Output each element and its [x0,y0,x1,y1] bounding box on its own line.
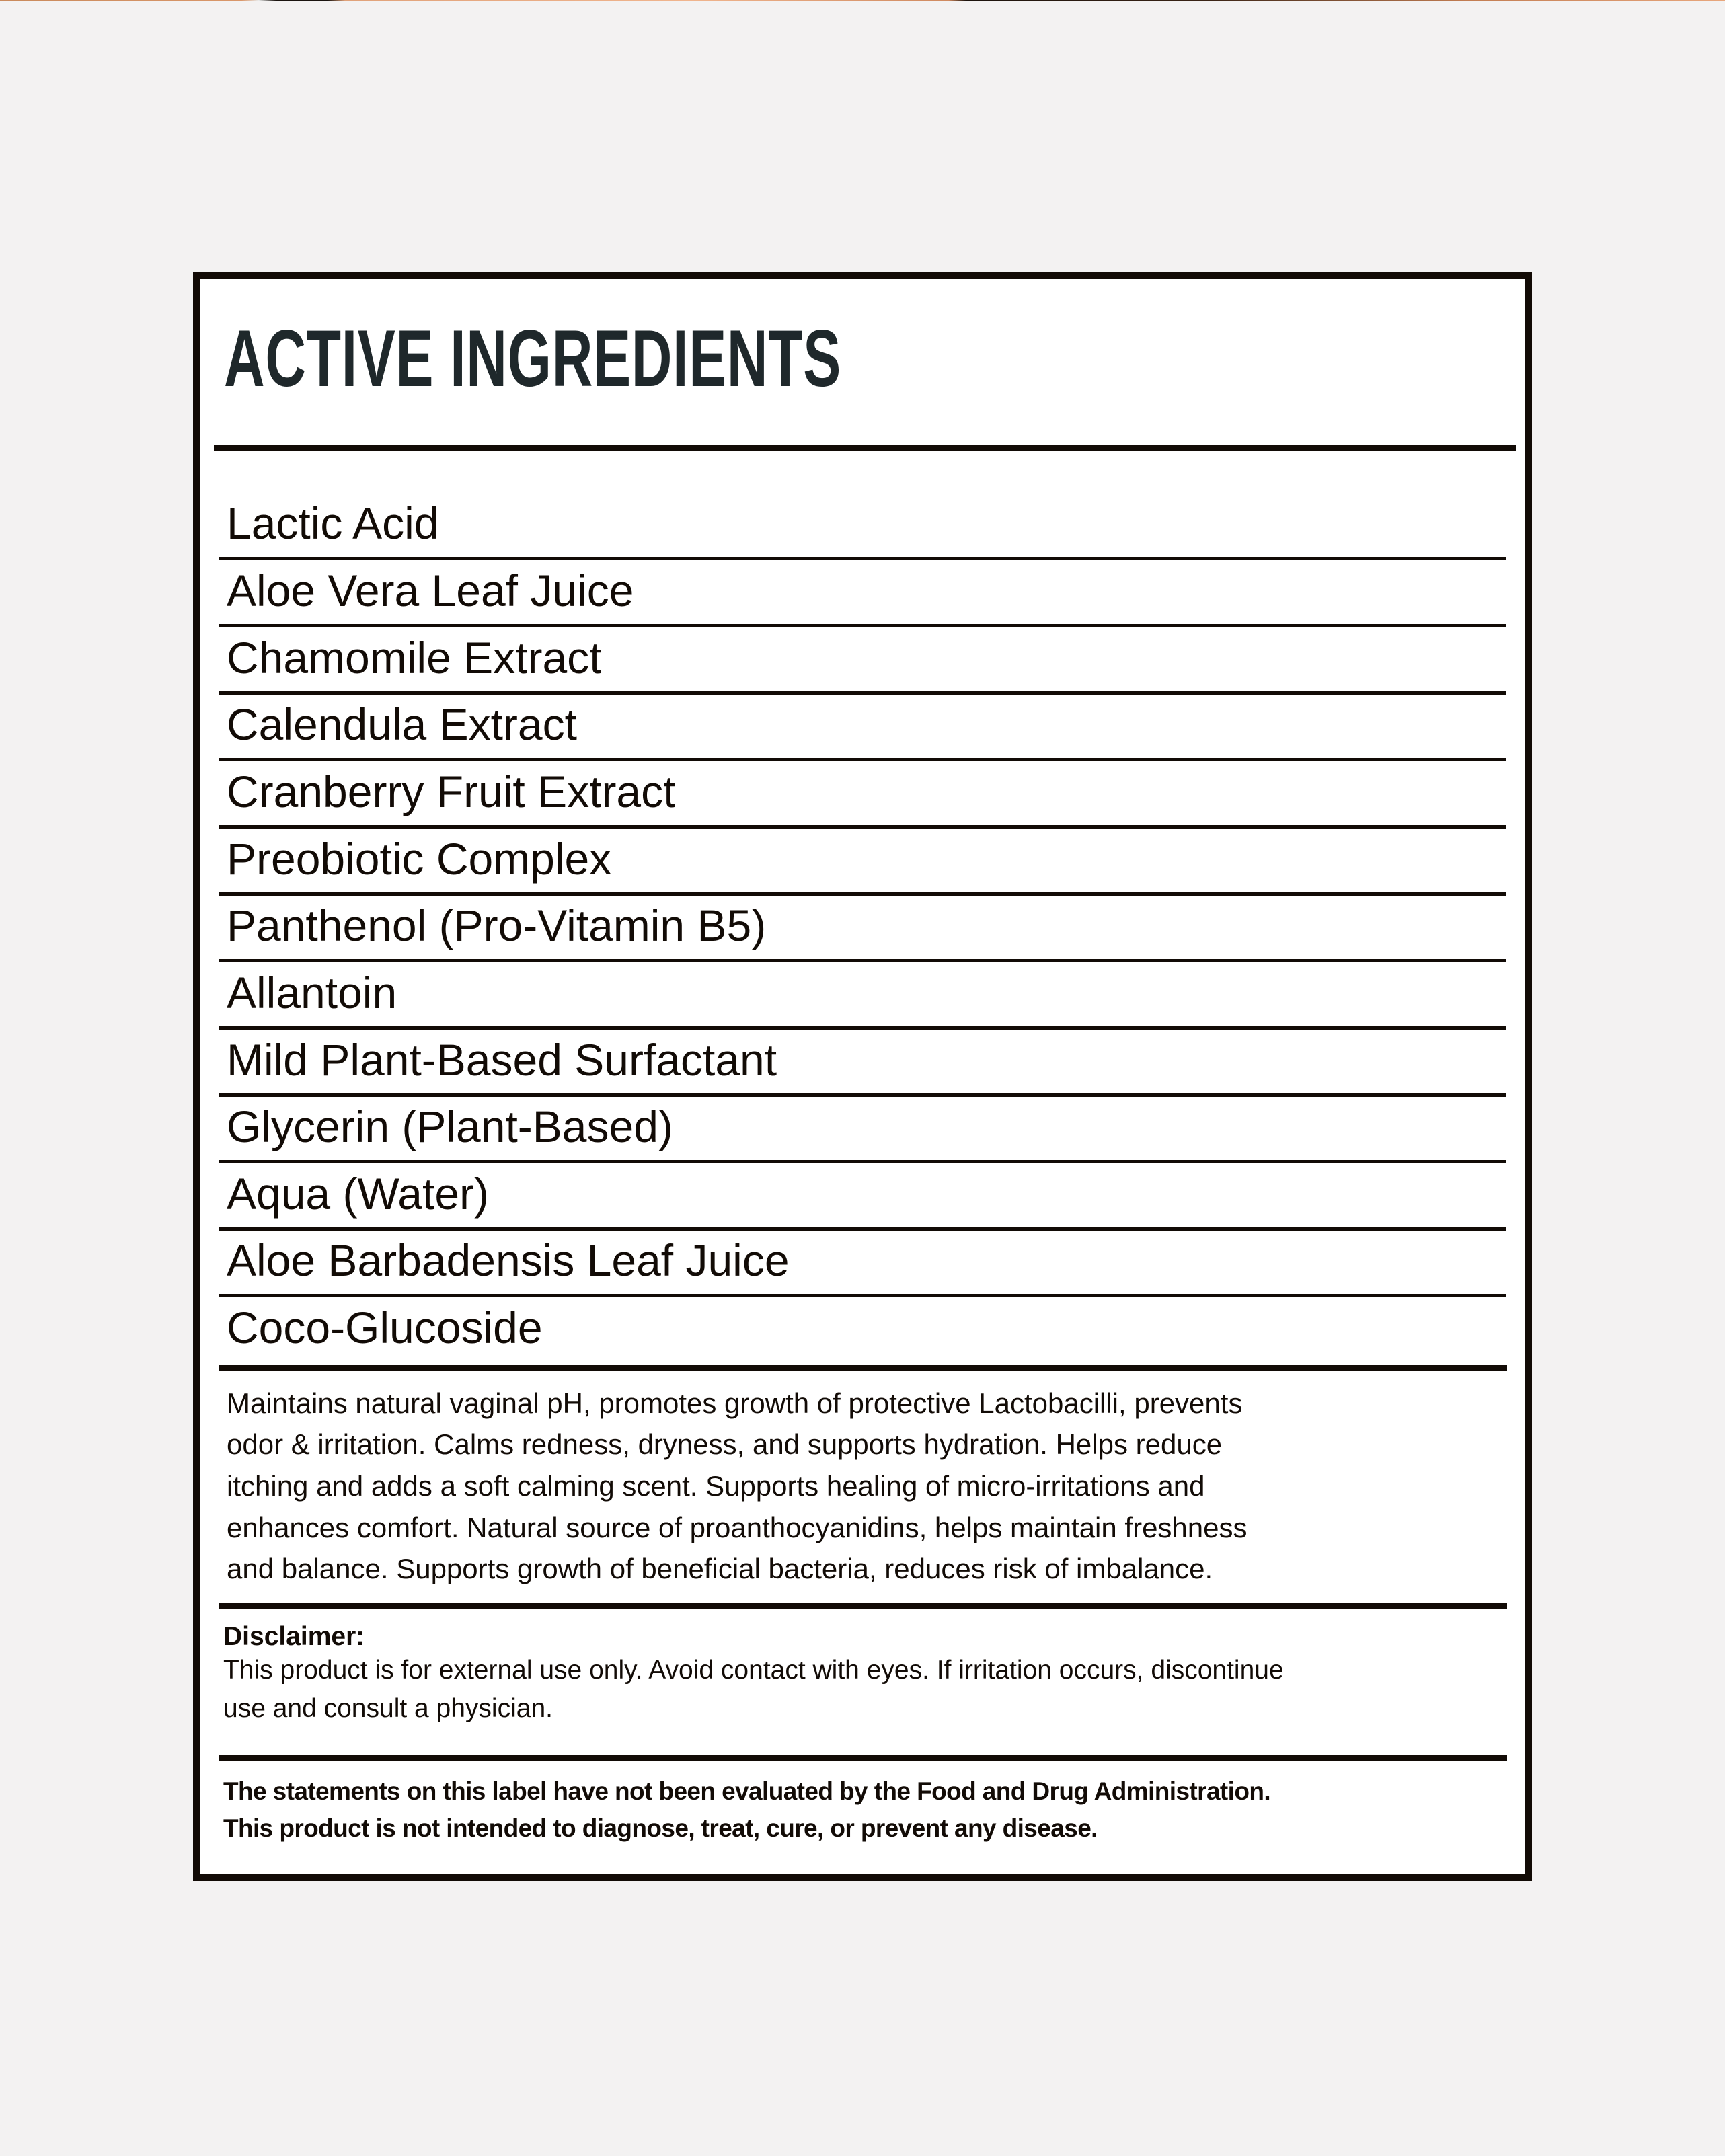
ingredients-end-divider [219,1365,1507,1371]
ingredient-row [219,829,1506,896]
top-photo-edge-strip [0,0,1725,1]
ingredient-name: Aloe Vera Leaf Juice [227,566,634,615]
ingredient-name: Coco-Glucoside [227,1303,543,1352]
ingredient-name: Mild Plant-Based Surfactant [227,1035,777,1085]
ingredient-list [200,279,1525,1874]
ingredient-row [219,694,1506,761]
ingredient-name: Lactic Acid [227,498,439,548]
ingredient-row [219,761,1506,829]
ingredient-row [219,627,1506,695]
ingredient-name: Aqua (Water) [227,1169,490,1219]
ingredient-row [219,962,1506,1030]
ingredient-row [219,1030,1506,1097]
disclaimer-heading: Disclaimer: [223,1622,365,1651]
page-title: ACTIVE INGREDIENTS [224,313,842,403]
ingredient-row [219,1297,1506,1364]
description-line: itching and adds a soft calming scent. Supports healing of micro-irritations and [227,1470,1205,1502]
ingredient-row [219,493,1506,560]
description-line: and balance. Supports growth of beneficial bacteria, reduces risk of imbalance. [227,1553,1213,1584]
ingredient-row [219,1230,1506,1297]
fda-statement-line: The statements on this label have not been evaluated by the Food and Drug Administration. [223,1777,1271,1805]
ingredient-name: Aloe Barbadensis Leaf Juice [227,1235,790,1285]
ingredient-name: Allantoin [227,968,397,1017]
disclaimer-line: This product is for external use only. Avoid contact with eyes. If irritation occurs, discontinue [223,1656,1284,1685]
description-line: enhances comfort. Natural source of proanthocyanidins, helps maintain freshness [227,1512,1248,1543]
ingredient-name: Panthenol (Pro-Vitamin B5) [227,900,767,950]
disclaimer-line: use and consult a physician. [223,1694,553,1723]
ingredient-name: Calendula Extract [227,699,577,749]
ingredient-name: Cranberry Fruit Extract [227,767,676,816]
ingredient-name: Glycerin (Plant-Based) [227,1102,673,1151]
fda-statement-line: This product is not intended to diagnose, treat, cure, or prevent any disease. [223,1814,1098,1842]
ingredients-label-panel [193,272,1532,1881]
description-line: odor & irritation. Calms redness, dryness, and supports hydration. Helps reduce [227,1428,1223,1460]
ingredient-row [219,560,1506,627]
ingredient-row [219,1163,1506,1231]
ingredient-name: Chamomile Extract [227,633,602,683]
description-end-divider [219,1603,1507,1609]
ingredient-name: Preobiotic Complex [227,834,612,884]
ingredient-row [219,895,1506,962]
description-line: Maintains natural vaginal pH, promotes growth of protective Lactobacilli, prevents [227,1387,1243,1419]
ingredient-row [219,1096,1506,1163]
disclaimer-end-divider [219,1755,1507,1761]
